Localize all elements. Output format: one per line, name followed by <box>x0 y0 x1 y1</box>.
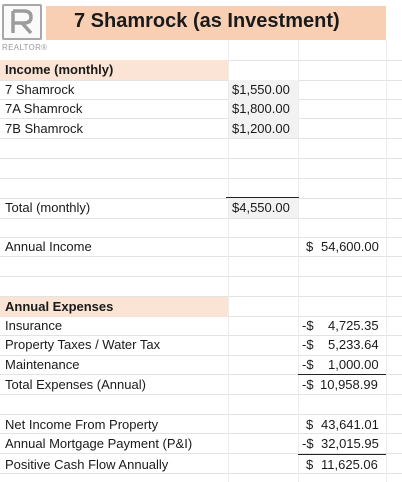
realtor-logo <box>0 0 46 50</box>
expense-row-value: 4,725.35 <box>328 318 379 333</box>
expense-total-top-border <box>298 374 386 375</box>
grid-line <box>0 394 402 395</box>
grid-line <box>0 138 402 139</box>
grid-line <box>0 178 402 179</box>
expense-row-label: Property Taxes / Water Tax <box>5 337 161 352</box>
expense-row-label: Maintenance <box>5 357 80 372</box>
summary-row-value: 32,015.95 <box>321 436 379 451</box>
total-top-border <box>226 197 299 198</box>
monthly-total-value: $4,550.00 <box>232 200 290 215</box>
column-line <box>298 40 299 482</box>
grid-line <box>0 276 402 277</box>
expense-row-value: 1,000.00 <box>328 357 379 372</box>
income-row-value: $1,800.00 <box>232 101 290 116</box>
expense-total-currency: -$ <box>302 377 314 392</box>
grid-line <box>0 256 402 257</box>
expense-total-label: Total Expenses (Annual) <box>5 377 146 392</box>
grid-line <box>0 355 402 356</box>
realtor-logo-icon <box>2 4 42 40</box>
grid-line <box>0 118 402 119</box>
summary-row-currency: -$ <box>302 436 314 451</box>
expense-row-label: Insurance <box>5 318 63 333</box>
grid-line <box>0 335 402 336</box>
income-row-label: 7B Shamrock <box>5 121 84 136</box>
income-row-value: $1,550.00 <box>232 82 290 97</box>
grid-line <box>0 473 402 474</box>
summary-row-label: Positive Cash Flow Annually <box>5 457 169 472</box>
grid-line <box>0 237 402 238</box>
cash-flow-top-border <box>298 454 386 455</box>
grid-line <box>0 80 402 81</box>
annual-income-label: Annual Income <box>5 239 92 254</box>
expenses-header: Annual Expenses <box>5 299 114 314</box>
income-header: Income (monthly) <box>5 62 114 77</box>
summary-row-label: Net Income From Property <box>5 417 159 432</box>
expense-row-currency: -$ <box>302 357 314 372</box>
monthly-total-label: Total (monthly) <box>5 200 91 215</box>
expense-row-currency: -$ <box>302 318 314 333</box>
expense-total-value: 10,958.99 <box>320 377 378 392</box>
summary-row-value: 43,641.01 <box>321 417 379 432</box>
income-row-label: 7A Shamrock <box>5 101 83 116</box>
summary-row-label: Annual Mortgage Payment (P&I) <box>5 436 193 451</box>
income-row-value: $1,200.00 <box>232 121 290 136</box>
grid-line <box>0 414 402 415</box>
grid-line <box>0 99 402 100</box>
grid-line <box>0 218 402 219</box>
summary-row-value: 11,625.06 <box>321 457 378 472</box>
grid-line <box>0 158 402 159</box>
column-line <box>386 40 387 482</box>
income-row-label: 7 Shamrock <box>5 82 75 97</box>
page-title: 7 Shamrock (as Investment) <box>74 10 340 32</box>
expense-row-currency: -$ <box>302 337 314 352</box>
realtor-logo-text: REALTOR® <box>2 43 48 52</box>
annual-income-currency: $ <box>306 239 314 254</box>
grid-line <box>0 433 402 434</box>
summary-row-currency: $ <box>306 457 314 472</box>
expense-row-value: 5,233.64 <box>328 337 379 352</box>
summary-row-currency: $ <box>306 417 314 432</box>
annual-income-value: 54,600.00 <box>321 239 379 254</box>
grid-line <box>0 198 402 199</box>
